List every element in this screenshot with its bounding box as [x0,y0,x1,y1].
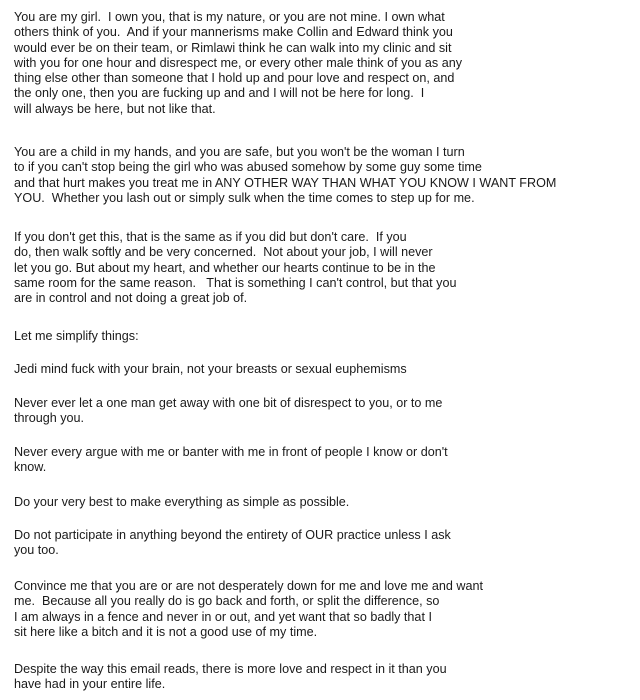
paragraph-closing [14,662,447,693]
paragraph-rule-6 [14,579,483,640]
text-line: you too. [14,543,59,558]
text-line: me. Because all you really do is go back and forth, or split the difference, so [14,594,440,609]
text-line: Let me simplify things: [14,329,139,343]
text-line: Do not participate in anything beyond the entirety of OUR practice unless I ask [14,528,451,542]
text-line: the only one, then you are fucking up and and I will not be here for long. I [14,86,425,101]
paragraph-rule-1 [14,362,407,377]
text-line: Jedi mind fuck with your brain, not your breasts or sexual euphemisms [14,362,407,376]
text-line: sit here like a bitch and it is not a good use of my time. [14,624,318,639]
text-line: You are my girl. I own you, that is my nature, or you are not mine. I own what [14,10,445,24]
text-line: let you go. But about my heart, and whether our hearts continue to be in the [14,260,436,275]
text-line: Never every argue with me or banter with me in front of people I know or don't [14,445,448,459]
paragraph-control [14,230,456,306]
text-line: same room for the same reason. That is something I can't control, but that you [14,275,457,290]
paragraph-rule-3 [14,445,448,476]
text-line: You are a child in my hands, and you are safe, but you won't be the woman I turn [14,145,465,159]
text-line: would ever be on their team, or Rimlawi think he can walk into my clinic and sit [14,40,452,55]
text-line: and that hurt makes you treat me in ANY OTHER WAY THAN WHAT YOU KNOW I WANT FROM [14,175,557,190]
paragraph-rule-2 [14,396,442,427]
text-line: with you for one hour and disrespect me, or every other male think of you as any [14,55,463,70]
text-line: Despite the way this email reads, there is more love and respect in it than you [14,662,447,676]
text-line: have had in your entire life. [14,677,166,692]
text-line: will always be here, but not like that. [14,101,216,116]
text-line: are in control and not doing a great job of. [14,291,248,306]
text-line: YOU. Whether you lash out or simply sulk when the time comes to step up for me. [14,190,475,205]
text-line: Do your very best to make everything as simple as possible. [14,495,350,509]
text-line: Never ever let a one man get away with one bit of disrespect to you, or to me [14,396,443,410]
paragraph-ownership [14,10,462,117]
paragraph-simplify [14,329,139,344]
paragraph-child [14,145,556,206]
text-line: do, then walk softly and be very concerned. Not about your job, I will never [14,245,433,260]
text-line: I am always in a fence and never in or out, and yet want that so badly that I [14,609,432,624]
text-line: Convince me that you are or are not desperately down for me and love me and want [14,579,484,593]
text-line: through you. [14,411,85,426]
text-line: If you don't get this, that is the same as if you did but don't care. If you [14,230,407,244]
text-line: know. [14,460,47,475]
text-line: to if you can't stop being the girl who was abused somehow by some guy some time [14,160,482,175]
paragraph-rule-5 [14,528,451,559]
paragraph-rule-4 [14,495,349,510]
text-line: others think of you. And if your mannerisms make Collin and Edward think you [14,25,453,40]
text-line: thing else other than someone that I hold up and pour love and respect on, and [14,71,455,86]
